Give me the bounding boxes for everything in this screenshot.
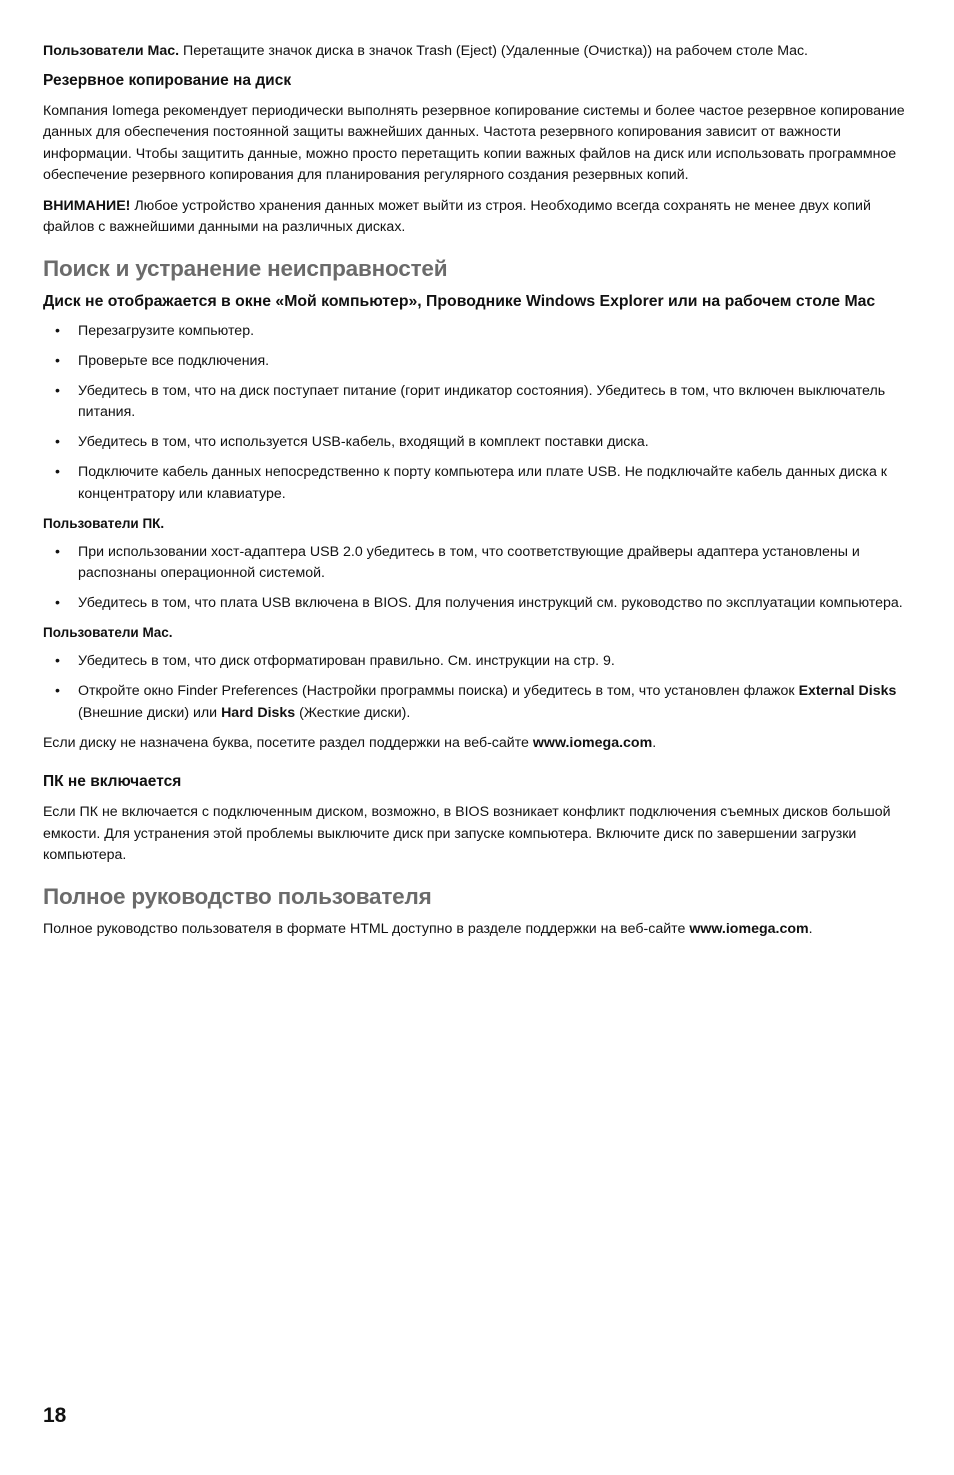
pc-wont-boot-paragraph: Если ПК не включается с подключенным диском, возможно, в BIOS возникает конфликт подключения съемных дисков большой емкости. Для устранения этой проблемы выключите диск при запуске компьютера. Включите диск по завершении загрузки компьютера. xyxy=(43,804,891,863)
mac-users-subheading: Пользователи Mac. xyxy=(43,625,173,640)
mac-users-label: Пользователи Mac. xyxy=(43,43,180,59)
finder-text-3: (Жесткие диски). xyxy=(295,704,411,721)
iomega-link[interactable]: www.iomega.com xyxy=(532,734,653,751)
warning-label: ВНИМАНИЕ! xyxy=(43,197,131,214)
page-number: 18 xyxy=(43,1404,67,1427)
troubleshooting-heading: Поиск и устранение неисправностей xyxy=(43,255,448,281)
list-item-text: Убедитесь в том, что используется USB-кабель, входящий в комплект поставки диска. xyxy=(78,434,649,450)
list-item xyxy=(43,462,913,505)
list-item-text xyxy=(78,683,896,721)
backup-heading: Резервное копирование на диск xyxy=(43,71,292,89)
no-drive-letter-paragraph xyxy=(43,733,913,755)
pc-wont-boot-heading: ПК не включается xyxy=(43,773,182,790)
iomega-link[interactable]: www.iomega.com xyxy=(689,920,809,937)
no-letter-end: . xyxy=(652,734,657,751)
full-guide-text: Полное руководство пользователя в формате HTML доступно в разделе поддержки на веб-сайте xyxy=(43,920,690,937)
list-item-text: Подключите кабель данных непосредственно к порту компьютера или плате USB. Не подключайте кабель данных диска к концентратору или клавиатуре. xyxy=(78,464,887,502)
disk-not-shown-heading: Диск не отображается в окне «Мой компьютер», Проводнике Windows Explorer или на рабочем столе Mac xyxy=(43,292,876,310)
bullet-icon: • xyxy=(55,653,60,669)
mac-eject-text: Перетащите значок диска в значок Trash (Eject) (Удаленные (Очистка)) на рабочем столе Mac. xyxy=(179,43,808,59)
general-checklist xyxy=(43,321,913,506)
mac-checklist xyxy=(43,651,913,724)
hard-disks-label: Hard Disks xyxy=(221,704,296,721)
finder-text-2: (Внешние диски) или xyxy=(78,704,222,721)
list-item-text: Перезагрузите компьютер. xyxy=(78,322,255,339)
bullet-icon: • xyxy=(55,322,60,339)
list-item xyxy=(43,593,913,615)
warning-paragraph xyxy=(43,196,913,239)
bullet-icon: • xyxy=(55,595,60,611)
list-item xyxy=(43,542,913,585)
pc-checklist xyxy=(43,542,913,615)
list-item xyxy=(43,681,913,724)
list-item-text: При использовании хост-адаптера USB 2.0 убедитесь в том, что соответствующие драйверы адаптера установлены и распознаны операционной системой. xyxy=(78,543,860,581)
bullet-icon: • xyxy=(55,464,60,480)
warning-text: Любое устройство хранения данных может выйти из строя. Необходимо всегда сохранять не менее двух копий файлов с важнейшими данными на различных дисках. xyxy=(43,197,871,235)
full-guide-end: . xyxy=(808,920,813,937)
bullet-icon: • xyxy=(55,683,60,699)
mac-eject-note xyxy=(43,41,913,63)
bullet-icon: • xyxy=(55,352,60,369)
list-item xyxy=(43,432,913,454)
full-guide-heading: Полное руководство пользователя xyxy=(43,883,432,909)
pc-users-subheading: Пользователи ПК. xyxy=(43,515,165,531)
backup-paragraph: Компания Iomega рекомендует периодически выполнять резервное копирование системы и более частое резервное копирование данных для обеспечения постоянной защиты важнейших данных. Частота резервного копирования зависит от важности информации. Чтобы защитить данные, можно просто перетащить копии важных файлов на диск или использовать программное обеспечение резервного копирования для планирования регулярного создания резервных копий. xyxy=(43,102,905,183)
bullet-icon: • xyxy=(55,543,60,560)
document-page xyxy=(43,41,913,940)
bullet-icon: • xyxy=(55,382,60,399)
list-item xyxy=(43,651,913,673)
finder-text-1: Откройте окно Finder Preferences (Настройки программы поиска) и убедитесь в том, что установлен флажок xyxy=(78,683,799,699)
list-item xyxy=(43,381,913,424)
no-letter-text: Если диску не назначена буква, посетите раздел поддержки на веб-сайте xyxy=(43,734,533,751)
list-item-text: Убедитесь в том, что на диск поступает питание (горит индикатор состояния). Убедитесь в том, что включен выключатель питания. xyxy=(78,382,886,420)
bullet-icon: • xyxy=(55,434,60,450)
list-item xyxy=(43,321,913,343)
list-item-text: Проверьте все подключения. xyxy=(78,352,270,369)
list-item-text: Убедитесь в том, что диск отформатирован правильно. См. инструкции на стр. 9. xyxy=(78,653,615,669)
full-guide-paragraph xyxy=(43,919,913,941)
list-item xyxy=(43,351,913,373)
external-disks-label: External Disks xyxy=(798,683,897,699)
list-item-text: Убедитесь в том, что плата USB включена в BIOS. Для получения инструкций см. руководство по эксплуатации компьютера. xyxy=(78,595,903,611)
